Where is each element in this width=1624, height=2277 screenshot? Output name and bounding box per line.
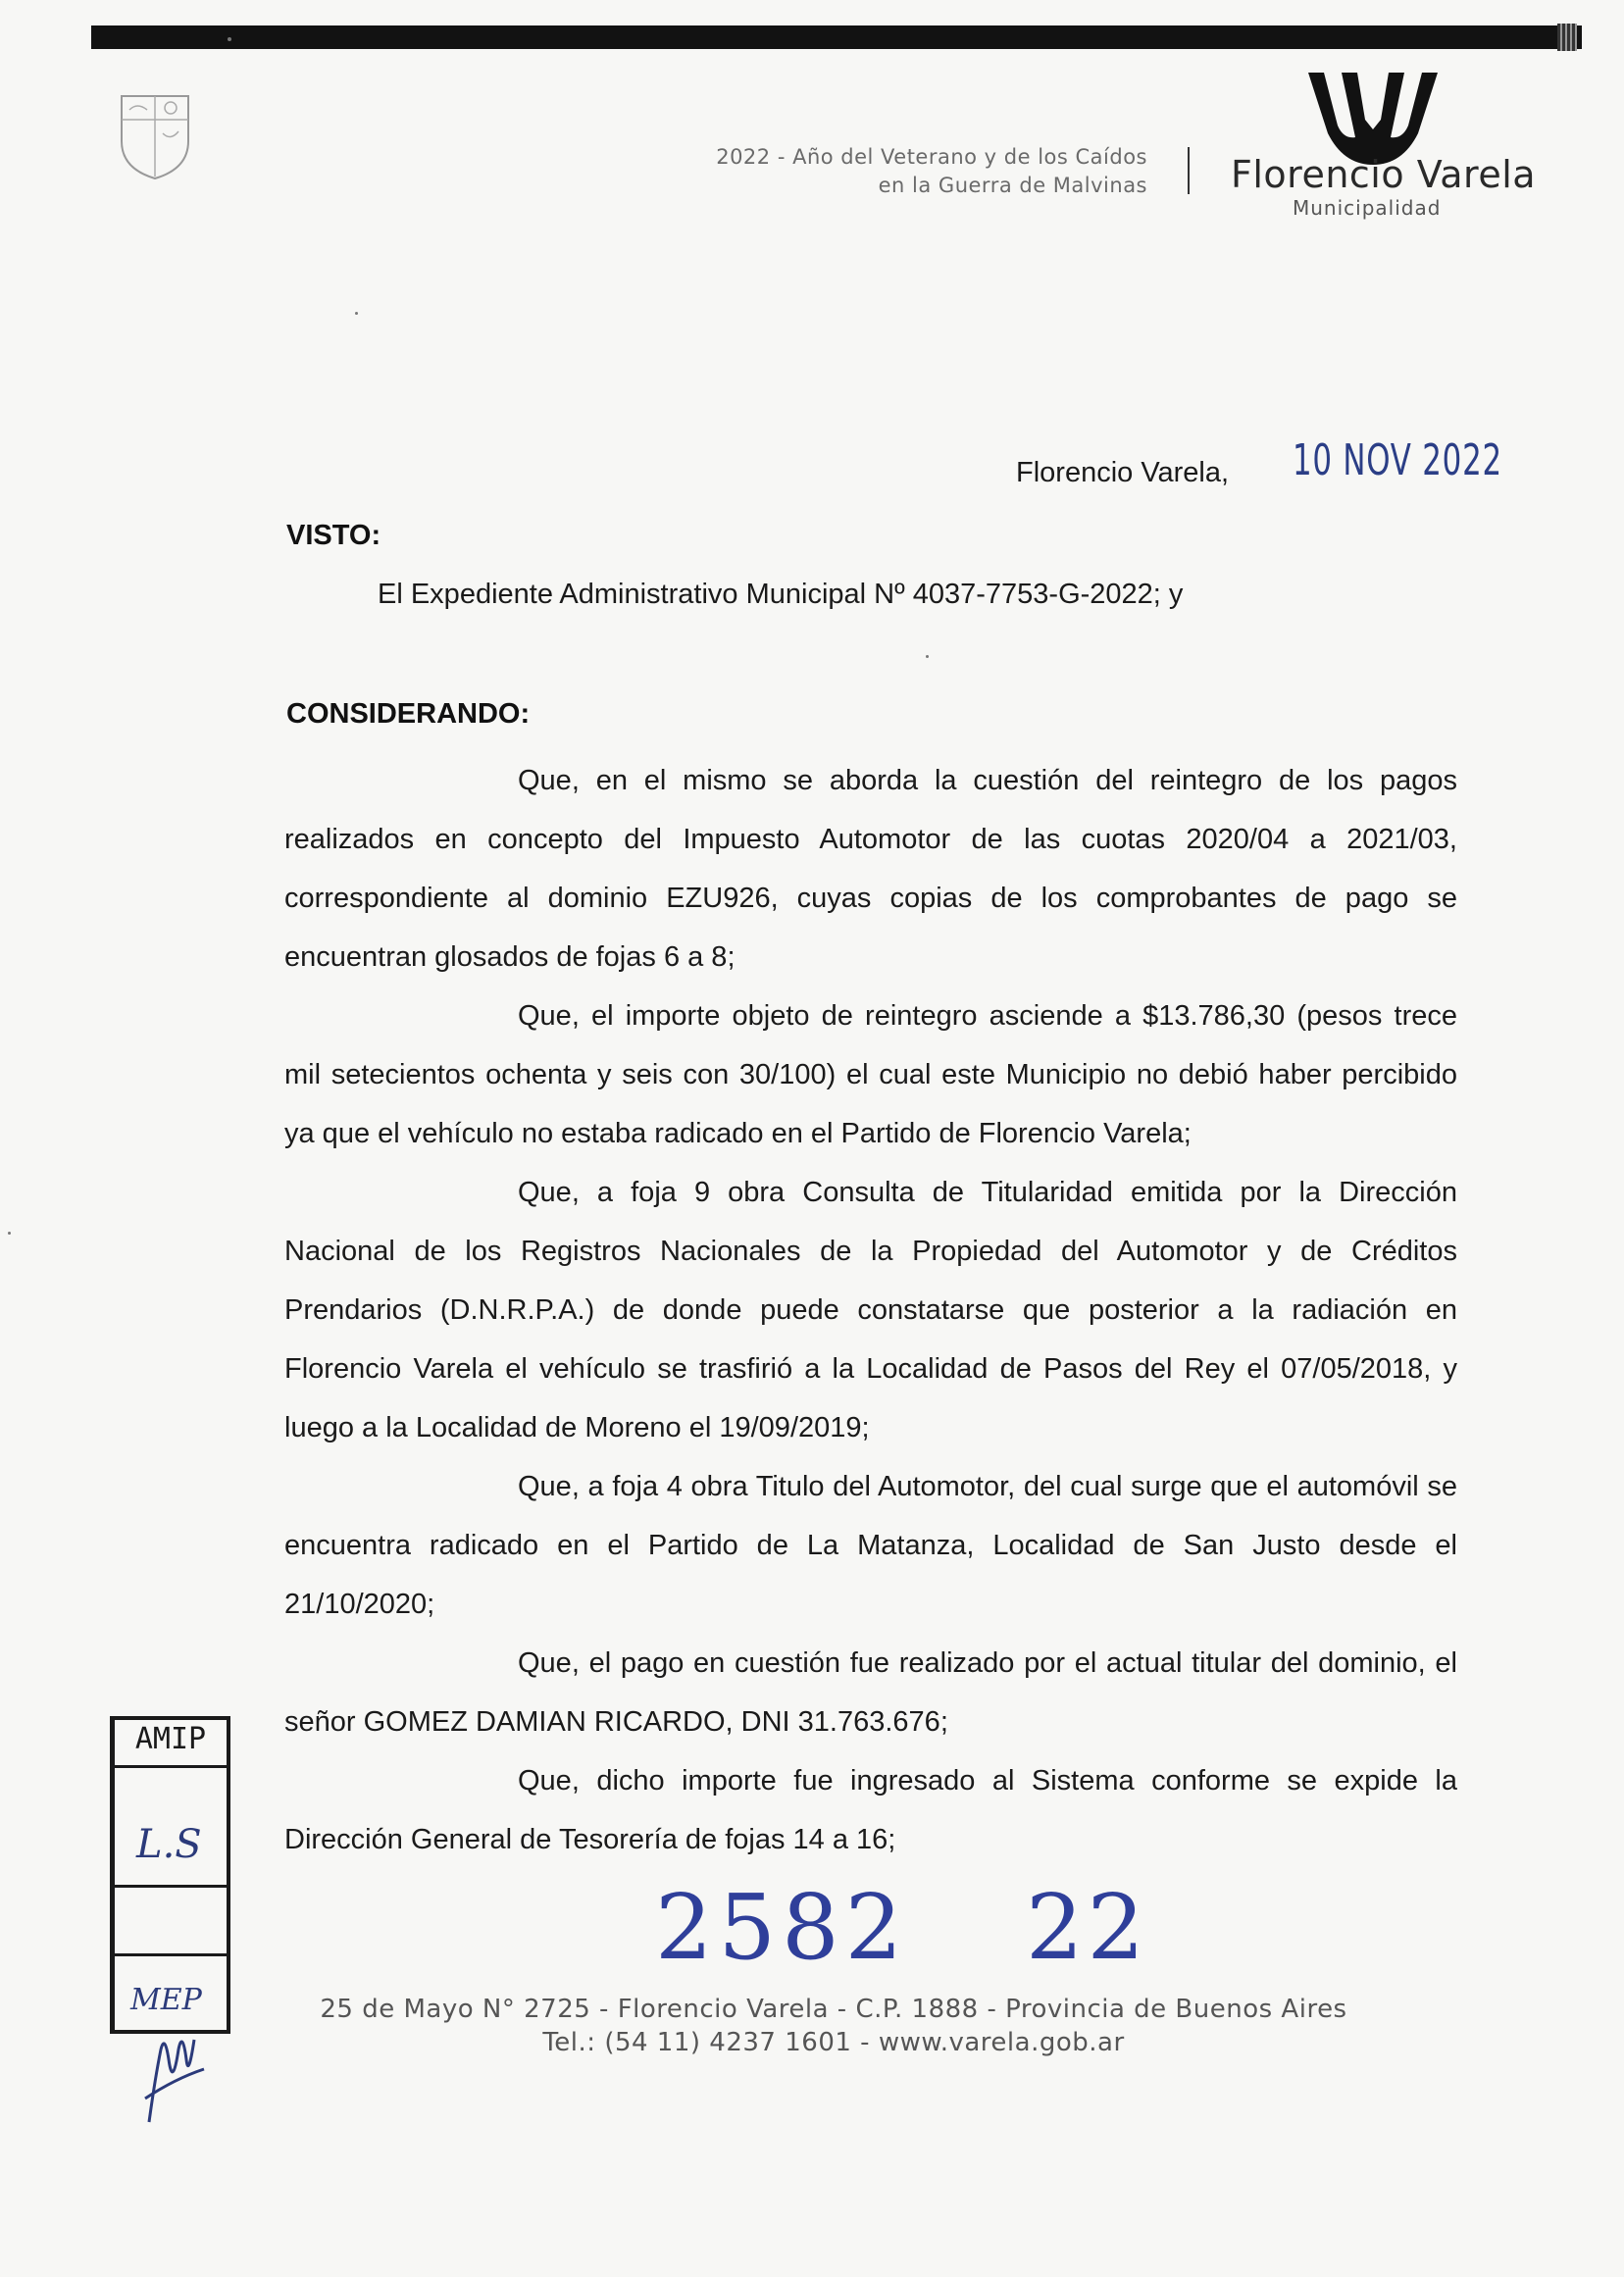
stamp-divider <box>115 1765 227 1768</box>
stamp-initials: L.S <box>136 1822 202 1867</box>
scan-speck <box>228 37 231 41</box>
header-divider <box>1188 147 1190 194</box>
visto-text: El Expediente Administrativo Municipal Nº 4037-7753-G-2022; y <box>378 579 1184 610</box>
considerando-paragraph: Que, dicho importe fue ingresado al Sistema conforme se expide la Dirección General de Tesorería de fojas 14 a 16; <box>284 1765 1457 1855</box>
stamp-divider <box>115 1953 227 1956</box>
date-stamp: 10 NOV 2022 <box>1293 435 1502 485</box>
footer-line-2: Tel.: (54 11) 4237 1601 - www.varela.gob.ar <box>542 2028 1125 2057</box>
signature-icon <box>135 2020 214 2128</box>
top-scan-bar <box>91 25 1582 49</box>
considerando-body <box>284 751 1457 1869</box>
year-motto <box>628 143 1147 200</box>
considerando-paragraph: Que, el importe objeto de reintegro asciende a $13.786,30 (pesos trece mil setecientos ochenta y seis con 30/100) el cual este Municipio no debió haber percibido ya que el vehículo no estaba radicado en el Partido de Florencio Varela; <box>284 1000 1457 1149</box>
considerando-paragraph: Que, a foja 4 obra Titulo del Automotor, del cual surge que el automóvil se encuentra radicado en el Partido de La Matanza, Localidad de San Justo desde el 21/10/2020; <box>284 1471 1457 1620</box>
stamp-initials: MEP <box>130 1983 202 2017</box>
scan-speck <box>926 655 929 658</box>
resolution-number: 2582 <box>655 1875 909 1980</box>
considerando-paragraph: Que, a foja 9 obra Consulta de Titularidad emitida por la Dirección Nacional de los Registros Nacionales de la Propiedad del Automotor y de Créditos Prendarios (D.N.R.P.A.) de donde puede constatarse que posterior a la radiación en Florencio Varela el vehículo se trasfirió a la Localidad de Pasos del Rey el 07/05/2018, y luego a la Localidad de Moreno el 19/09/2019; <box>284 1177 1457 1443</box>
considerando-heading: CONSIDERANDO: <box>286 698 531 730</box>
visto-heading: VISTO: <box>286 520 381 551</box>
considerando-paragraph: Que, en el mismo se aborda la cuestión del reintegro de los pagos realizados en concepto del Impuesto Automotor de las cuotas 2020/04 a 2021/03, correspondiente al dominio EZU926, cuyas copias de los comprobantes de pago se encuentran glosados de fojas 6 a 8; <box>284 765 1457 973</box>
brand-subtitle: Municipalidad <box>1293 196 1442 220</box>
municipal-crest-icon <box>116 90 194 180</box>
resolution-year: 22 <box>1026 1875 1149 1980</box>
brand-name: Florencio Varela <box>1231 153 1537 196</box>
considerando-paragraph: Que, el pago en cuestión fue realizado por el actual titular del dominio, el señor GOMEZ DAMIAN RICARDO, DNI 31.763.676; <box>284 1647 1457 1738</box>
year-motto-line-2: en la Guerra de Malvinas <box>878 174 1147 197</box>
stamp-divider <box>115 1885 227 1888</box>
top-scan-bar-end <box>1557 24 1577 51</box>
stamp-title: AMIP <box>134 1722 207 1756</box>
place-label: Florencio Varela, <box>1016 457 1230 488</box>
florencio-varela-logo-icon <box>1304 69 1442 167</box>
scan-speck <box>355 312 358 315</box>
review-stamp <box>110 1716 230 2034</box>
year-motto-line-1: 2022 - Año del Veterano y de los Caídos <box>716 145 1147 169</box>
footer-line-1: 25 de Mayo N° 2725 - Florencio Varela - C.P. 1888 - Provincia de Buenos Aires <box>320 1995 1347 2024</box>
footer-address <box>245 1993 1422 2059</box>
scan-speck <box>8 1232 11 1235</box>
